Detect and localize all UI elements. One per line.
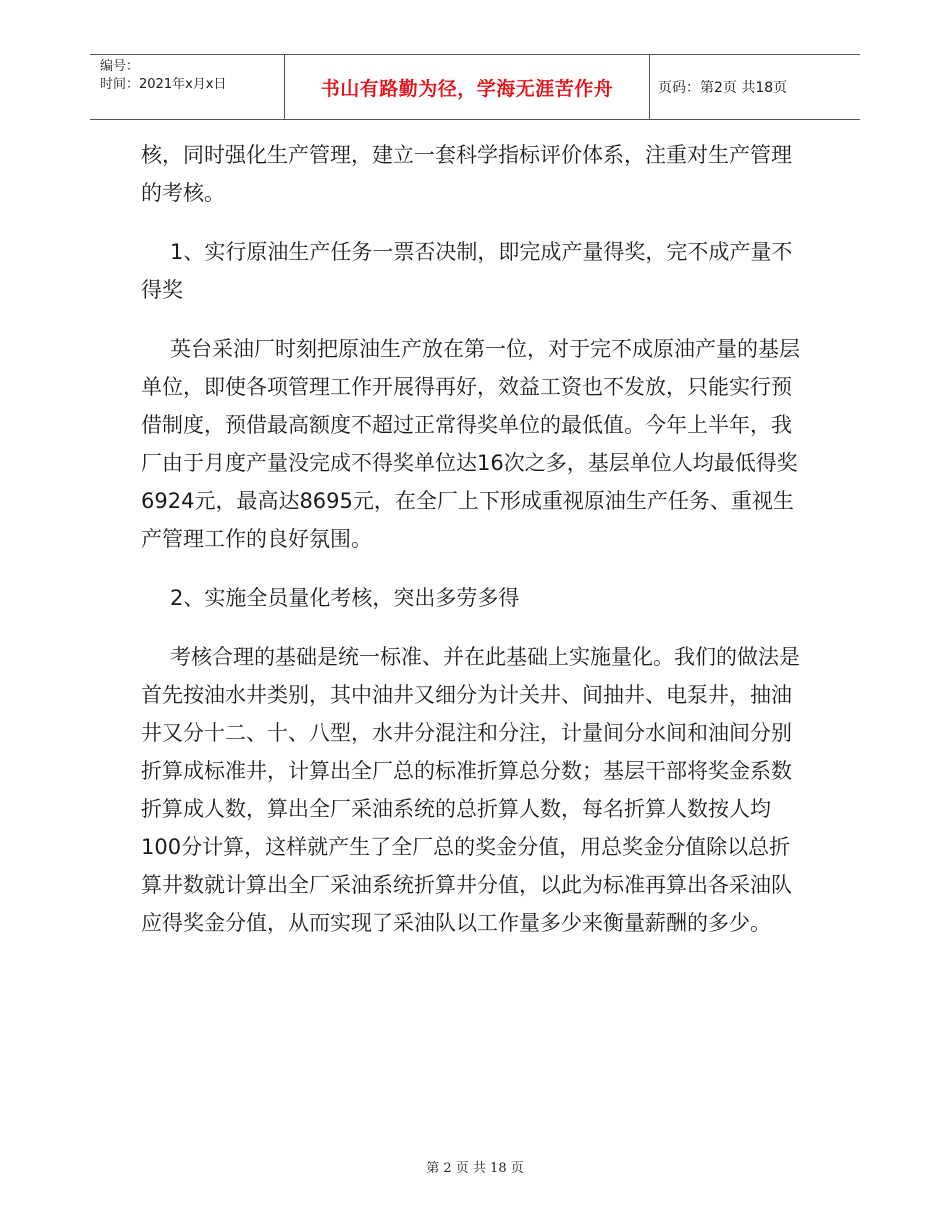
paragraph: 英台采油厂时刻把原油生产放在第一位，对于完不成原油产量的基层单位，即使各项管理工作开展得再好，效益工资也不发放，只能实行预借制度，预借最高额度不超过正常得奖单位的最低值。今年上半年，我厂由于月度产量没完成不得奖单位达16次之多，基层单位人均最低得奖6924元，最高达8695元，在全厂上下形成重视原油生产任务、重视生产管理工作的良好氛围。 [141, 337, 800, 551]
page-footer: 第 2 页 共 18 页 [426, 1161, 524, 1176]
header-page-info: 页码：第2页 共18页 [658, 80, 788, 96]
header-divider [649, 55, 650, 119]
paragraph: 核，同时强化生产管理，建立一套科学指标评价体系，注重对生产管理的考核。 [141, 143, 792, 205]
header-motto: 书山有路勤为径，学海无涯苦作舟 [320, 77, 614, 100]
paragraph: 考核合理的基础是统一标准、并在此基础上实施量化。我们的做法是首先按油水井类别，其中油井又细分为计关井、间抽井、电泵井，抽油井又分十二、十、八型，水井分混注和分注，计量间分水间和油间分别折算成标准井，计算出全厂总的标准折算总分数；基层干部将奖金系数折算成人数，算出全厂采油系统的总折算人数，每名折算人数按人均100分计算，这样就产生了全厂总的奖金分值，用总奖金分值除以总折算井数就计算出全厂采油系统折算井分值，以此为标准再算出各采油队应得奖金分值，从而实现了采油队以工作量多少来衡量薪酬的多少。 [141, 645, 800, 935]
document-number-label: 编号： [100, 59, 140, 74]
section-heading: 2、实施全员量化考核，突出多劳多得 [170, 586, 520, 610]
header-meta [100, 58, 226, 94]
page-header [90, 54, 860, 120]
document-body [141, 136, 811, 963]
section-heading: 1、实行原油生产任务一票否决制，即完成产量得奖，完不成产量不得奖 [141, 240, 793, 302]
document-time-label: 时间：2021年x月x日 [100, 77, 227, 92]
